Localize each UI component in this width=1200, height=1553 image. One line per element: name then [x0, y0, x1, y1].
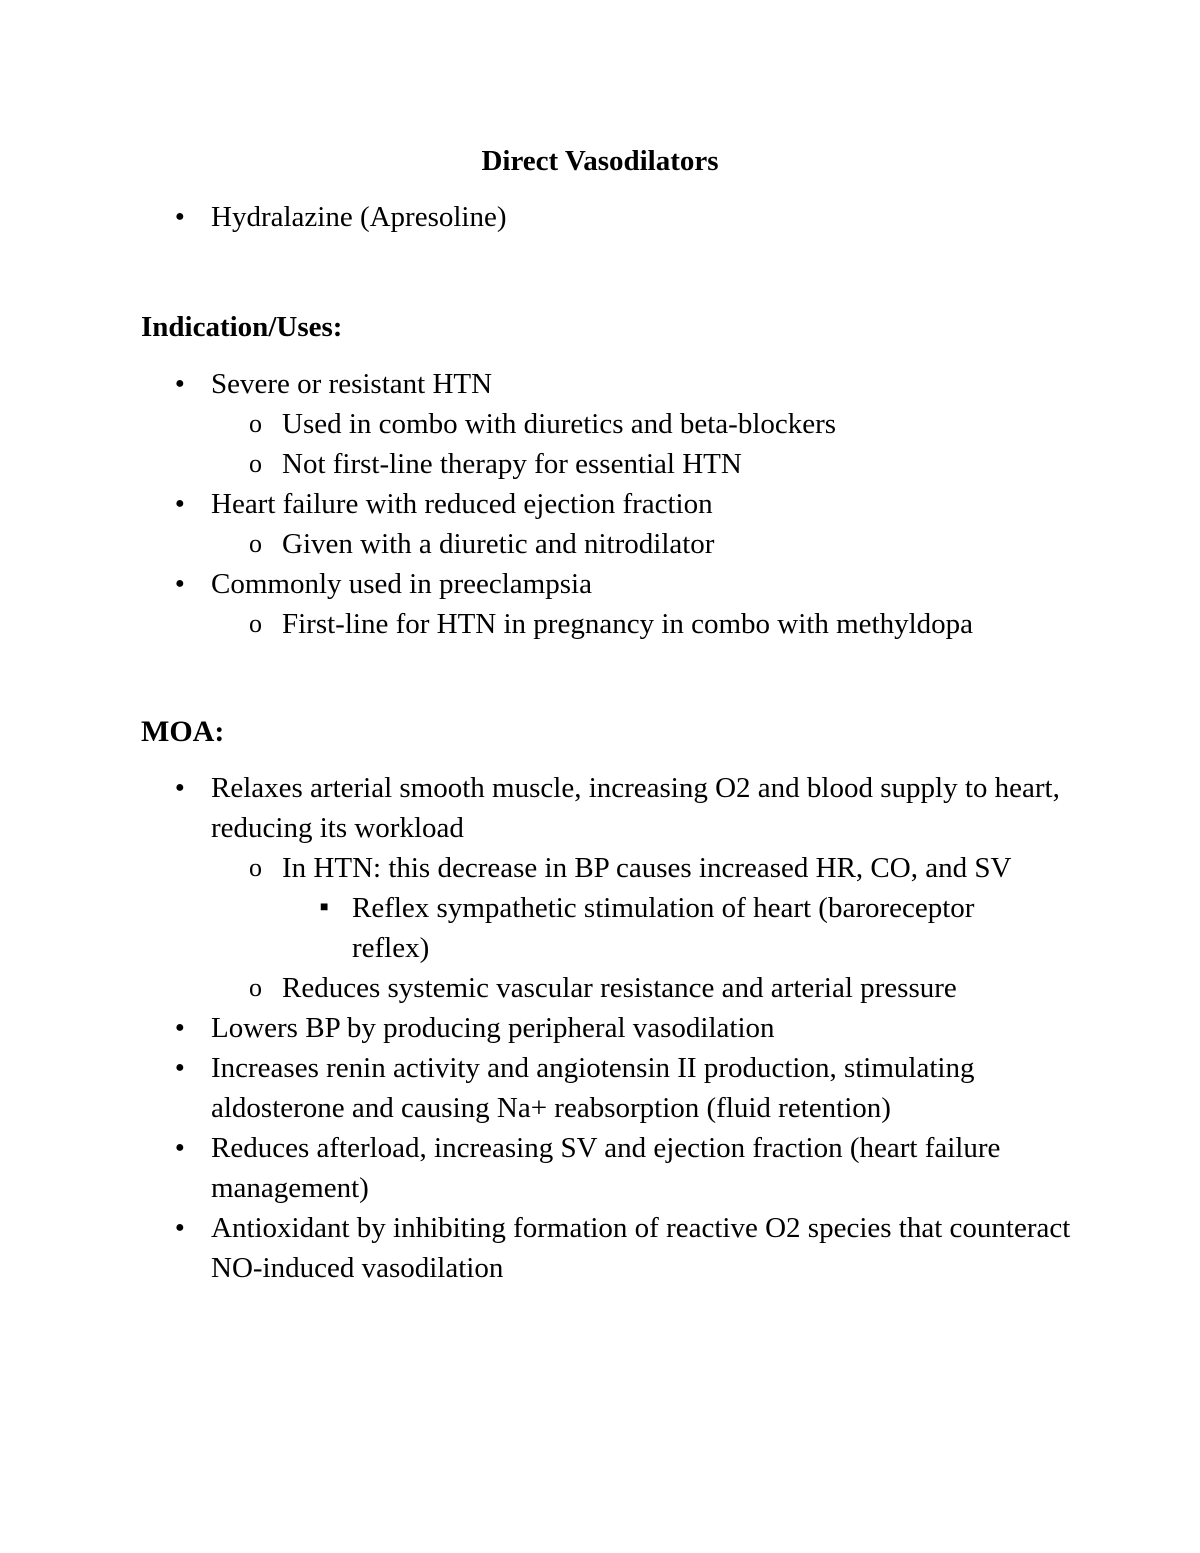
sub-list-item — [0, 444, 1042, 484]
bullet-icon: ● — [175, 495, 185, 512]
circle-bullet-icon: o — [249, 973, 262, 1002]
list-item — [0, 484, 1071, 564]
sub-list — [211, 404, 1071, 484]
sub-list-item-text: Given with a diuretic and nitrodilator — [282, 528, 715, 560]
bullet-icon: ● — [175, 1019, 185, 1036]
list-item — [0, 768, 1071, 1008]
drug-name: Hydralazine (Apresoline) — [211, 201, 507, 233]
sub-list-item-text: Used in combo with diuretics and beta-blockers — [282, 408, 837, 440]
sub-list-item-text: Not first-line therapy for essential HTN — [282, 448, 742, 480]
sub-sub-list-item-text: Reflex sympathetic stimulation of heart (baroreceptor reflex) — [352, 892, 975, 964]
list-item-text: Increases renin activity and angiotensin II production, stimulating aldosterone and causing Na+ reabsorption (fluid retention) — [211, 1052, 975, 1124]
circle-bullet-icon: o — [249, 529, 262, 558]
sub-list-item-text: First-line for HTN in pregnancy in combo with methyldopa — [282, 608, 974, 640]
bullet-icon: ● — [175, 1219, 185, 1236]
bullet-icon: ● — [175, 1139, 185, 1156]
page-title: Direct Vasodilators — [481, 145, 719, 177]
list-item — [0, 197, 1071, 237]
sub-list-item-text: Reduces systemic vascular resistance and arterial pressure — [282, 972, 957, 1004]
list-item — [0, 1008, 1071, 1048]
sub-list-item — [0, 848, 1042, 968]
sub-list-item — [0, 524, 1042, 564]
sub-list-item — [0, 604, 1042, 644]
drug-list — [0, 197, 1071, 237]
sub-list-item-text: In HTN: this decrease in BP causes increased HR, CO, and SV — [282, 852, 1012, 884]
list-item-text: Reduces afterload, increasing SV and ejection fraction (heart failure management) — [211, 1132, 1001, 1204]
indications-heading: Indication/Uses: — [141, 311, 343, 343]
bullet-icon: ● — [175, 375, 185, 392]
bullet-icon: ● — [175, 779, 185, 796]
circle-bullet-icon: o — [249, 853, 262, 882]
bullet-icon: ● — [175, 575, 185, 592]
sub-list-item — [0, 968, 1042, 1008]
sub-sub-list-item — [0, 888, 1042, 968]
list-item — [0, 1048, 1071, 1128]
circle-bullet-icon: o — [249, 609, 262, 638]
sub-list-item — [0, 404, 1042, 444]
bullet-icon: ● — [175, 208, 185, 225]
sub-list — [211, 524, 1071, 564]
list-item — [0, 1208, 1071, 1288]
square-bullet-icon: ■ — [320, 900, 329, 915]
list-item-text: Lowers BP by producing peripheral vasodilation — [211, 1012, 775, 1044]
moa-heading: MOA: — [141, 715, 225, 748]
list-item-text: Relaxes arterial smooth muscle, increasing O2 and blood supply to heart, reducing its workload — [211, 772, 1060, 844]
indications-list — [0, 364, 1071, 644]
list-item — [0, 364, 1071, 484]
sub-list — [211, 604, 1071, 644]
sub-list — [211, 848, 1071, 1008]
list-item-text: Antioxidant by inhibiting formation of reactive O2 species that counteract NO-induced vasodilation — [211, 1212, 1071, 1284]
moa-list — [0, 768, 1071, 1288]
circle-bullet-icon: o — [249, 449, 262, 478]
bullet-icon: ● — [175, 1059, 185, 1076]
list-item-text: Heart failure with reduced ejection fraction — [211, 488, 713, 520]
list-item-text: Commonly used in preeclampsia — [211, 568, 592, 600]
list-item-text: Severe or resistant HTN — [211, 368, 493, 400]
list-item — [0, 564, 1071, 644]
circle-bullet-icon: o — [249, 409, 262, 438]
list-item — [0, 1128, 1071, 1208]
sub-sub-list — [282, 888, 1042, 968]
